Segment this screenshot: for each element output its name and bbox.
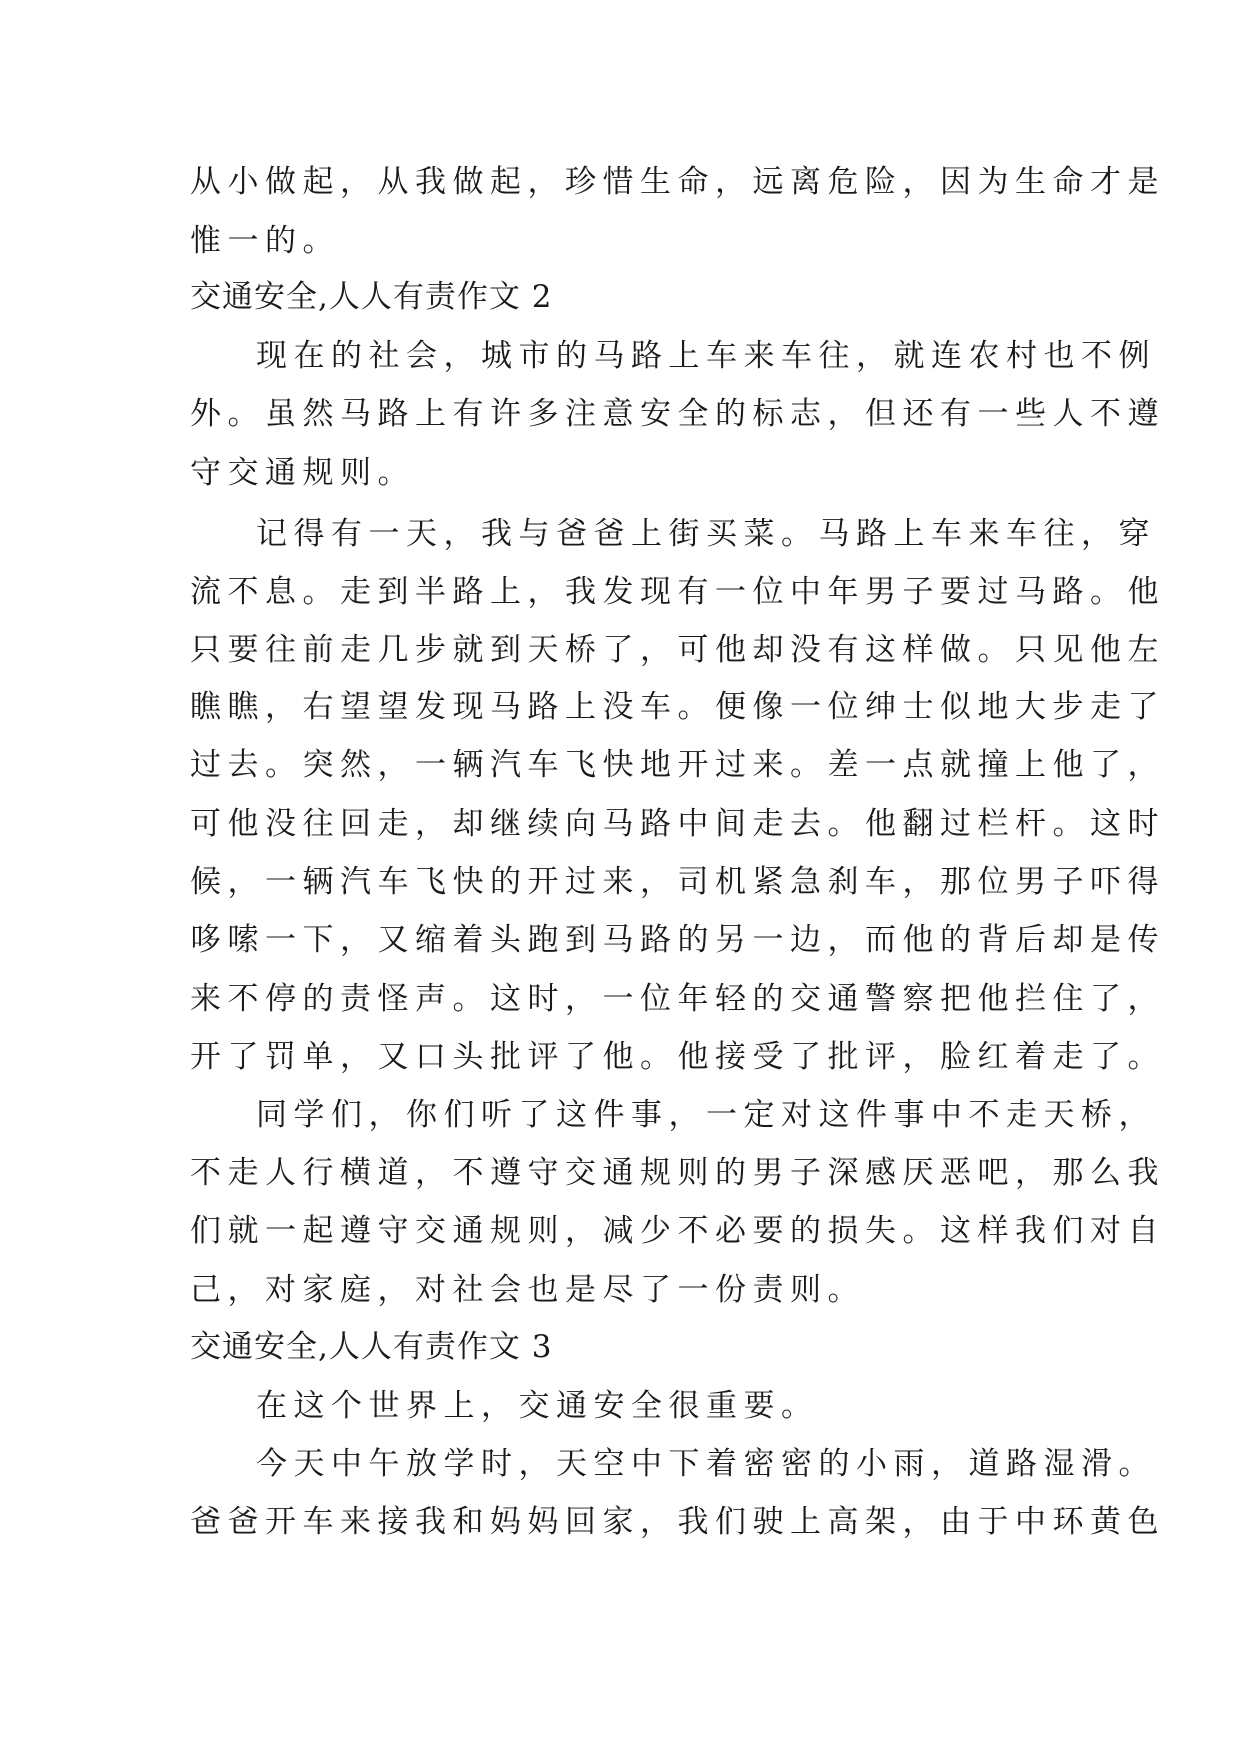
- text-line: 可他没往回走，却继续向马路中间走去。他翻过栏杆。这时: [190, 806, 1165, 842]
- text-line: 现在的社会，城市的马路上车来车往，就连农村也不例: [256, 338, 1156, 374]
- text-line: 流不息。走到半路上，我发现有一位中年男子要过马路。他: [190, 574, 1165, 610]
- text-line: 惟一的。: [190, 223, 340, 259]
- text-line: 开了罚单，又口头批评了他。他接受了批评，脸红着走了。: [190, 1039, 1165, 1075]
- text-line: 瞧瞧，右望望发现马路上没车。便像一位绅士似地大步走了: [190, 689, 1165, 725]
- text-line: 外。虽然马路上有许多注意安全的标志，但还有一些人不遵: [190, 396, 1165, 432]
- text-line: 过去。突然，一辆汽车飞快地开过来。差一点就撞上他了，: [190, 747, 1165, 783]
- text-line: 守交通规则。: [190, 455, 415, 491]
- text-line: 哆嗦一下，又缩着头跑到马路的另一边，而他的背后却是传: [190, 922, 1165, 958]
- text-line: 不走人行横道，不遵守交通规则的男子深感厌恶吧，那么我: [190, 1155, 1165, 1191]
- section-heading: 交通安全,人人有责作文 3: [190, 1329, 553, 1365]
- text-line: 同学们，你们听了这件事，一定对这件事中不走天桥，: [256, 1097, 1156, 1133]
- text-line: 记得有一天，我与爸爸上街买菜。马路上车来车往，穿: [256, 516, 1156, 552]
- section-heading: 交通安全,人人有责作文 2: [190, 279, 553, 315]
- text-line: 今天中午放学时，天空中下着密密的小雨，道路湿滑。: [256, 1446, 1156, 1482]
- text-line: 们就一起遵守交通规则，减少不必要的损失。这样我们对自: [190, 1213, 1165, 1249]
- text-line: 爸爸开车来接我和妈妈回家，我们驶上高架，由于中环黄色: [190, 1504, 1165, 1540]
- text-line: 从小做起，从我做起，珍惜生命，远离危险，因为生命才是: [190, 164, 1165, 200]
- text-line: 在这个世界上，交通安全很重要。: [256, 1388, 819, 1424]
- text-line: 来不停的责怪声。这时，一位年轻的交通警察把他拦住了，: [190, 981, 1165, 1017]
- text-line: 候，一辆汽车飞快的开过来，司机紧急刹车，那位男子吓得: [190, 864, 1165, 900]
- text-line: 只要往前走几步就到天桥了，可他却没有这样做。只见他左: [190, 632, 1165, 668]
- text-line: 己，对家庭，对社会也是尽了一份责则。: [190, 1272, 865, 1308]
